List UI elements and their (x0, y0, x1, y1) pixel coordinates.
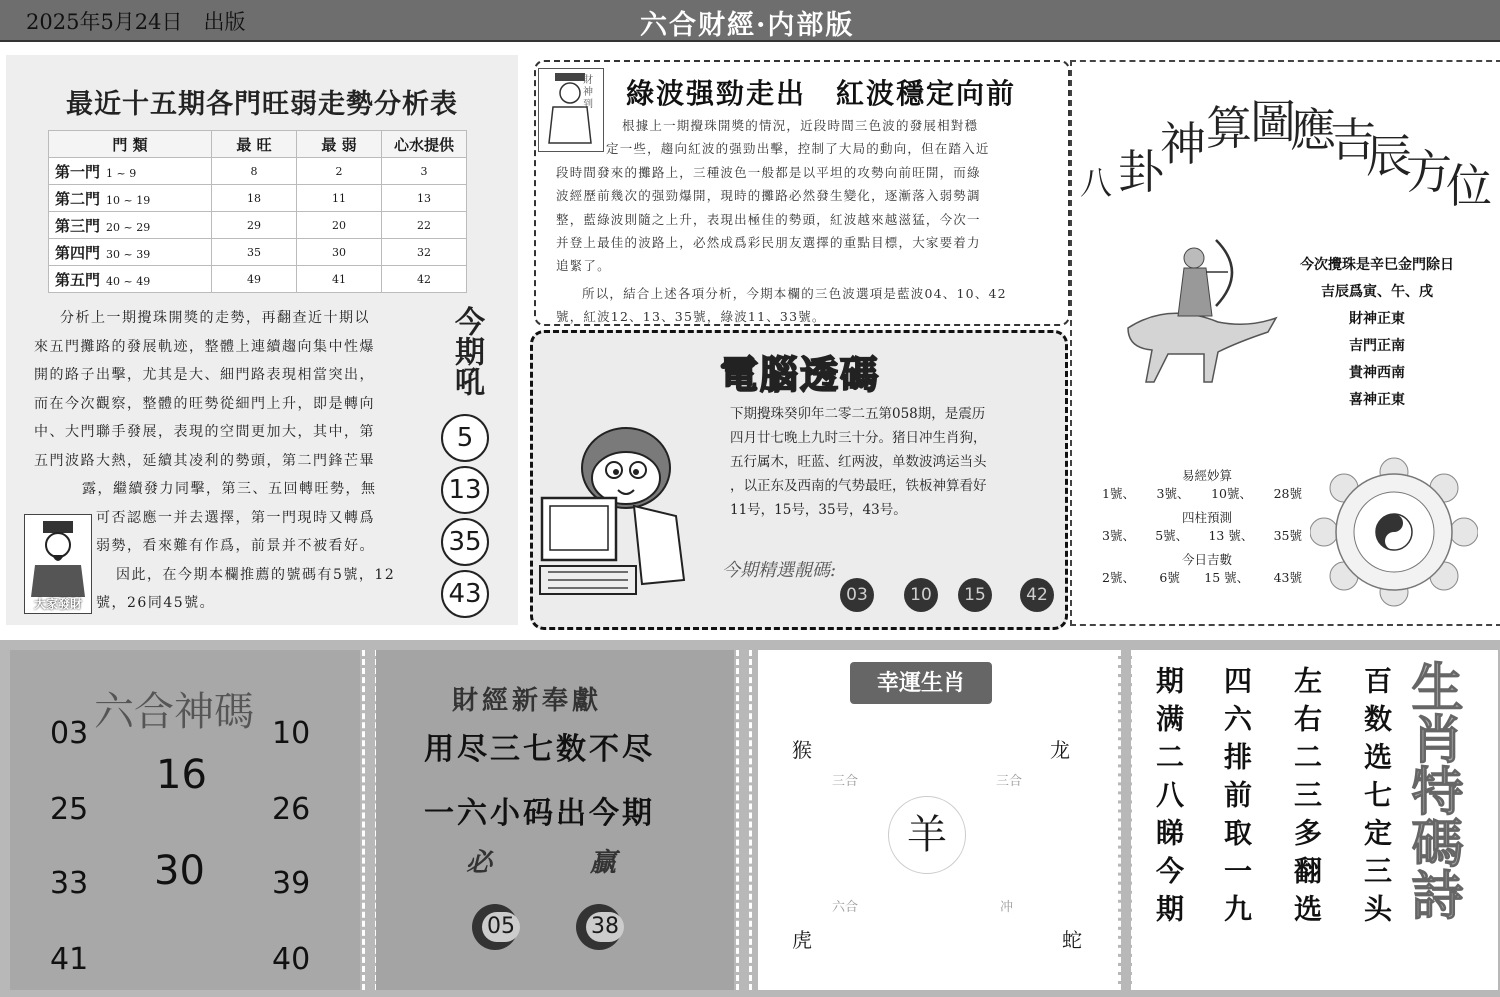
table-row (49, 212, 467, 239)
bagua-title-char: 算 (1206, 101, 1252, 155)
bagua-title-char: 神 (1160, 117, 1206, 171)
green-line: 段時間發來的攤路上，三種波色一般都是以平坦的攻勢向前旺開，而綠 (556, 164, 981, 180)
trend-title: 最近十五期各門旺弱走勢分析表 (66, 89, 458, 120)
cell-max: 29 (212, 212, 297, 239)
computer-title: 電腦透碼 (720, 352, 881, 397)
bagua-wheel (1310, 456, 1478, 608)
yijing-num: 3號、 (1156, 486, 1190, 501)
archer-horseman-figure (1108, 232, 1288, 390)
row-name: 第一門 (55, 162, 101, 181)
xian-ying: 贏 (590, 848, 617, 878)
archer-horseman-icon (1108, 232, 1288, 390)
zodiac-snake: 蛇 (1062, 928, 1082, 952)
xian-bi: 必 (466, 848, 493, 878)
row-range: 30 ~ 39 (106, 247, 151, 261)
shout-number: 43 (441, 570, 489, 618)
analysis-line: 可否認應一并去選擇，第一門現時又轉爲 (96, 509, 375, 526)
shenma-title: 六合神碼 (94, 689, 254, 735)
pick-label: 今期精選靚碼: (722, 560, 837, 581)
pick-ball: 03 (840, 578, 874, 612)
trend-table (48, 130, 467, 293)
computer-line: 11号，15号，35号，43号。 (730, 502, 907, 518)
zodiac-monkey: 猴 (792, 738, 812, 762)
bagua-title-char: 圖 (1250, 95, 1296, 149)
computer-line: 下期攪珠癸卯年二零二五第058期，是震历 (730, 406, 986, 422)
xian-ball-number: 38 (586, 912, 624, 942)
row-name: 第三門 (55, 216, 101, 235)
cell-tip: 42 (382, 266, 467, 293)
row-name: 第四門 (55, 243, 101, 262)
yijing-num: 15 號、 (1204, 570, 1250, 585)
shenma-number: 26 (272, 792, 311, 827)
bagua-line: 貴神西南 (1349, 365, 1405, 381)
yijing-num: 13 號、 (1208, 528, 1254, 543)
yijing-num: 5號、 (1155, 528, 1189, 543)
caishen-caption: 財神到 (583, 75, 593, 110)
bagua-line: 今次攪珠是辛巳金門除日 (1300, 257, 1454, 273)
bagua-title-char: 辰 (1366, 129, 1412, 183)
col-header: 門 類 (49, 131, 212, 158)
xian-ball-number: 05 (482, 912, 520, 942)
bagua-line: 財神正東 (1349, 311, 1405, 327)
poem-column: 四六排前取一九 (1220, 666, 1253, 932)
poem-column: 左右二三多翻选 (1290, 666, 1323, 932)
green-line: 根據上一期攪珠開獎的情況，近段時間三色波的發展相對穩 (622, 118, 979, 133)
yijing-block (1102, 466, 1302, 586)
computer-body (730, 402, 1040, 522)
row-range: 20 ~ 29 (106, 220, 151, 234)
yijing-num: 1號、 (1102, 486, 1135, 501)
bagua-title-char: 位 (1446, 159, 1492, 213)
yijing-num: 35號 (1273, 528, 1302, 543)
analysis-line: 弱勢，看來難有作爲，前景并不被看好。 (96, 538, 375, 554)
row-range: 40 ~ 49 (106, 274, 151, 288)
cell-tip: 22 (382, 212, 467, 239)
yijing-num: 43號 (1273, 570, 1302, 585)
shout-number: 13 (441, 466, 489, 514)
fortune-god-figure (24, 514, 92, 614)
pick-ball: 42 (1020, 578, 1054, 612)
xian-ball (576, 904, 622, 950)
cell-tip: 3 (382, 158, 467, 185)
row-range: 10 ~ 19 (106, 193, 151, 207)
zodiac-relation: 六合 (832, 900, 859, 915)
bagua-title-char: 八 (1080, 164, 1113, 202)
divider (736, 650, 752, 990)
cell-min: 20 (297, 212, 382, 239)
zodiac-title: 幸運生肖 (850, 662, 992, 704)
table-row (49, 158, 467, 185)
shenma-number: 39 (272, 866, 311, 901)
xian-line2: 一六小码出今期 (424, 796, 655, 831)
shout-label: 今期吼 (449, 306, 484, 396)
cell-max: 49 (212, 266, 297, 293)
poem-title: 生肖特碼詩 (1402, 660, 1463, 920)
pick-ball: 10 (904, 578, 938, 612)
green-body (556, 114, 1056, 329)
analysis-line: 來五門攤路的發展軌迹，整體上連續趨向集中性爆 (34, 338, 375, 355)
header-title: 六合财經·内部版 (640, 10, 855, 41)
yijing-label: 易經妙算 (1181, 468, 1232, 483)
yijing-num: 2號、 (1102, 570, 1135, 585)
cell-tip: 13 (382, 185, 467, 212)
green-line: 所以，結合上述各項分析，今期本欄的三色波選項是藍波04、10、42 (582, 285, 1007, 301)
analysis-line: 因此，在今期本欄推薦的號碼有5號，12 (116, 566, 396, 583)
bagua-title-char: 應 (1290, 103, 1336, 157)
bagua-wheel-icon (1310, 456, 1478, 608)
cell-tip: 32 (382, 239, 467, 266)
shout-number: 5 (441, 414, 489, 462)
analysis-text (34, 304, 434, 618)
issue-date: 2025年5月24日 出版 (26, 10, 246, 34)
poem-column: 百数选七定三头 (1360, 666, 1393, 932)
cell-max: 8 (212, 158, 297, 185)
cell-min: 30 (297, 239, 382, 266)
yijing-numbers (1102, 526, 1302, 544)
bagua-title-char: 吉 (1330, 113, 1376, 167)
zodiac-tiger: 虎 (792, 928, 812, 952)
row-range: 1 ~ 9 (106, 166, 137, 180)
yijing-label: 四柱預測 (1181, 510, 1232, 525)
figure-caption: 大家發財 (33, 597, 82, 611)
analysis-line: 號，26同45號。 (96, 595, 216, 611)
xian-ball (472, 904, 518, 950)
col-header: 最 旺 (212, 131, 297, 158)
zodiac-center: 羊 (888, 796, 966, 874)
yijing-num: 6號 (1159, 570, 1180, 585)
bagua-lines (1282, 254, 1472, 416)
col-header: 心水提供 (382, 131, 467, 158)
analysis-line: 分析上一期攪珠開獎的走勢，再翻查近十期以 (60, 310, 370, 326)
pick-ball: 15 (958, 578, 992, 612)
green-line: 整，藍綠波則隨之上升，表現出極佳的勢頭，紅波越來越滋猛，今次一 (556, 211, 981, 227)
shenma-center-number: 30 (154, 848, 205, 894)
trend-header-row (49, 131, 467, 158)
yijing-numbers (1102, 568, 1302, 586)
row-name: 第二門 (55, 189, 101, 208)
analysis-line: 露，繼續發力同擊，第三、五回轉旺勢，無 (82, 481, 377, 497)
green-headline: 綠波强勁走出 紅波穩定向前 (626, 77, 1017, 110)
green-line: 定一些，趨向紅波的强勁出擊，控制了大局的動向，但在踏入近 (606, 141, 990, 157)
zodiac-relation: 冲 (1000, 900, 1014, 915)
bagua-line: 喜神正東 (1349, 392, 1405, 408)
shenma-number: 03 (50, 716, 89, 751)
shenma-center-number: 16 (156, 752, 207, 798)
yijing-label: 今日吉數 (1181, 552, 1232, 567)
table-row (49, 266, 467, 293)
zodiac-relation: 三合 (832, 774, 859, 789)
cartoon-computer-figure (538, 420, 698, 606)
zodiac-dragon: 龙 (1050, 738, 1070, 762)
yijing-num: 10號、 (1211, 486, 1252, 501)
cell-max: 35 (212, 239, 297, 266)
computer-line: 四月廿七晚上九时三十分。猪日冲生肖狗， (730, 430, 987, 446)
xian-title: 財經新奉獻 (452, 686, 603, 716)
table-row (49, 239, 467, 266)
header-bar (0, 0, 1500, 42)
shout-number: 35 (441, 518, 489, 566)
analysis-line: 開的路子出擊，尤其是大、細門路表現相當突出， (34, 367, 375, 383)
bagua-title-char: 方 (1406, 145, 1452, 199)
cell-min: 11 (297, 185, 382, 212)
analysis-line: 五門波路大熱，延續其凌利的勢頭，第二門鋒芒畢 (34, 452, 375, 469)
zodiac-relation: 三合 (996, 774, 1023, 789)
poem-column: 期满二八睇今期 (1152, 666, 1185, 932)
shenma-number: 33 (50, 866, 89, 901)
computer-line: ，以正东及西南的气势最旺，铁板神算看好 (730, 478, 987, 494)
green-line: 波經歷前幾次的强勁爆開，現時的攤路必然發生變化，逐漸落入弱勢調 (556, 188, 981, 204)
col-header: 最 弱 (297, 131, 382, 158)
bagua-line: 吉門正南 (1349, 338, 1405, 354)
cell-max: 18 (212, 185, 297, 212)
green-line: 并登上最佳的波路上，必然成爲彩民朋友選擇的重點目標，大家要着力 (556, 235, 981, 251)
yijing-num: 3號、 (1102, 528, 1135, 543)
green-line: 號，紅波12、13、35號，綠波11、33號。 (556, 309, 826, 325)
yijing-num: 28號 (1273, 486, 1302, 501)
analysis-line: 中、大門聯手發展，表現的空間更加大，其中，第 (34, 424, 375, 440)
shenma-number: 10 (272, 716, 311, 751)
cell-min: 41 (297, 266, 382, 293)
row-name: 第五門 (55, 270, 101, 289)
bagua-line: 吉辰爲寅、午、戌 (1321, 284, 1433, 300)
analysis-line: 而在今次觀察，整體的旺勢從細門上升，即是轉向 (34, 395, 375, 412)
bagua-title-char: 卦 (1118, 145, 1164, 199)
shenma-number: 40 (272, 942, 311, 977)
xian-line1: 用尽三七数不尽 (424, 732, 655, 767)
shenma-number: 25 (50, 792, 89, 827)
table-row (49, 185, 467, 212)
green-line: 追緊了。 (556, 258, 611, 274)
cartoon-kid-computer-icon (538, 420, 698, 606)
computer-line: 五行属木，旺蓝、红两波，单数波鸿运当头 (730, 454, 987, 470)
shenma-number: 41 (50, 942, 89, 977)
yijing-numbers (1102, 484, 1302, 502)
cell-min: 2 (297, 158, 382, 185)
